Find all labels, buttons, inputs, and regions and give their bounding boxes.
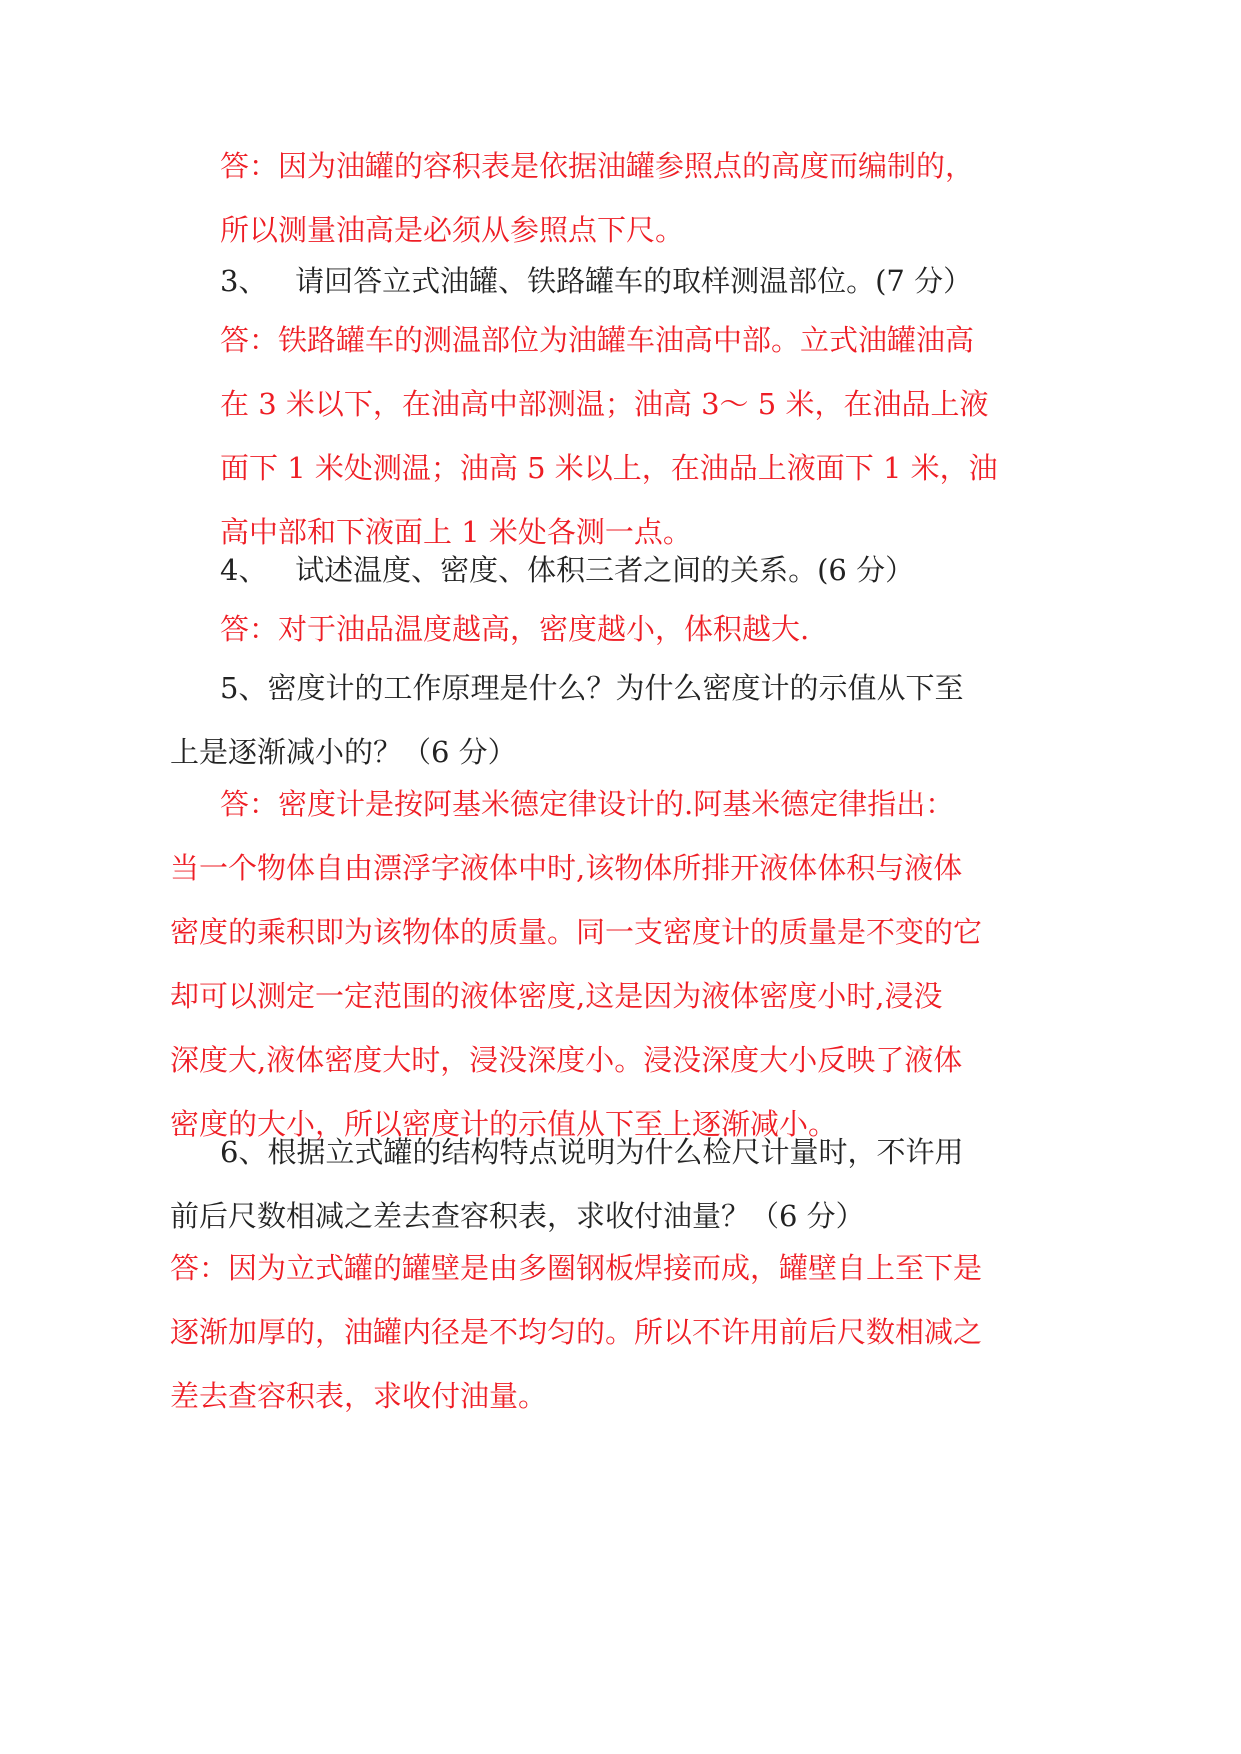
answer-line: 密度的大小，所以密度计的示值从下至上逐渐减小。 xyxy=(170,1107,838,1141)
answer-line: 答：因为立式罐的罐壁是由多圈钢板焊接而成，罐壁自上至下是 xyxy=(170,1251,983,1285)
answer-line: 密度的乘积即为该物体的质量。同一支密度计的质量是不变的它 xyxy=(170,915,983,949)
answer-line: 答：密度计是按阿基米德定律设计的.阿基米德定律指出： xyxy=(220,787,955,821)
answer-line: 在 3 米以下，在油高中部测温；油高 3～ 5 米，在油品上液 xyxy=(220,387,989,421)
question-6 xyxy=(170,1120,1241,1248)
answer-line: 答：因为油罐的容积表是依据油罐参照点的高度而编制的， xyxy=(220,149,975,183)
answer-3 xyxy=(220,308,1241,564)
answer-line: 差去查容积表，求收付油量。 xyxy=(170,1379,548,1413)
answer-line: 却可以测定一定范围的液体密度,这是因为液体密度小时,浸没 xyxy=(170,979,943,1013)
answer-5 xyxy=(170,772,1241,1156)
question-line: 3、 请回答立式油罐、铁路罐车的取样测温部位。(7 分） xyxy=(220,264,973,298)
answer-line: 面下 1 米处测温；油高 5 米以上，在油品上液面下 1 米，油 xyxy=(220,451,998,485)
answer-line: 深度大,液体密度大时，浸没深度小。浸没深度大小反映了液体 xyxy=(170,1043,963,1077)
answer-line: 当一个物体自由漂浮字液体中时,该物体所排开液体体积与液体 xyxy=(170,851,963,885)
answer-line: 答：对于油品温度越高，密度越小，体积越大. xyxy=(220,612,810,646)
question-line: 上是逐渐减小的？（6 分） xyxy=(170,735,517,769)
answer-prev xyxy=(220,134,1241,262)
question-4 xyxy=(220,538,1241,602)
answer-line: 答：铁路罐车的测温部位为油罐车油高中部。立式油罐油高 xyxy=(220,323,975,357)
question-line: 5、密度计的工作原理是什么？为什么密度计的示值从下至 xyxy=(220,671,964,705)
question-line: 6、根据立式罐的结构特点说明为什么检尺计量时，不许用 xyxy=(220,1135,964,1169)
answer-line: 高中部和下液面上 1 米处各测一点。 xyxy=(220,515,692,549)
question-5 xyxy=(170,656,1241,784)
question-3 xyxy=(220,249,1241,313)
answer-line: 所以测量油高是必须从参照点下尺。 xyxy=(220,213,685,247)
answer-6 xyxy=(170,1236,1241,1428)
answer-4 xyxy=(220,597,1241,661)
question-line: 前后尺数相减之差去查容积表，求收付油量？（6 分） xyxy=(170,1199,865,1233)
answer-line: 逐渐加厚的，油罐内径是不均匀的。所以不许用前后尺数相减之 xyxy=(170,1315,983,1349)
question-line: 4、 试述温度、密度、体积三者之间的关系。(6 分） xyxy=(220,553,915,587)
